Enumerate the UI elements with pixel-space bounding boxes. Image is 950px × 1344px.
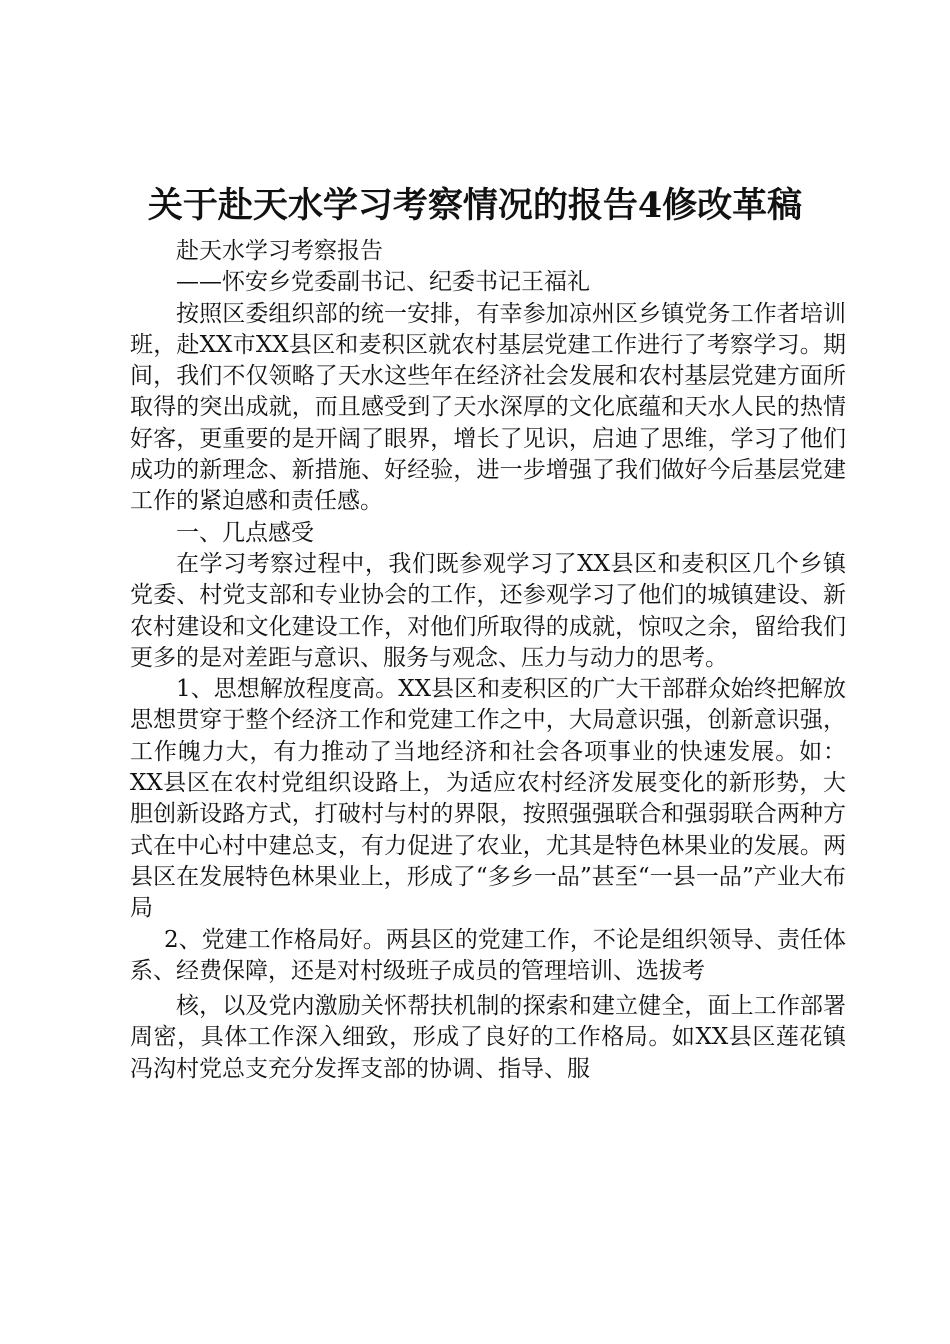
paragraph-point-2: 2、党建工作格局好。两县区的党建工作，不论是组织领导、责任体系、经费保障，还是对村级班子成员的管理培训、选拔考 — [130, 926, 846, 984]
section-heading: 一、几点感受 — [176, 519, 314, 546]
report-author: ——怀安乡党委副书记、纪委书记王福礼 — [176, 269, 590, 296]
document-body — [130, 236, 846, 1085]
document-title: 关于赴天水学习考察情况的报告4修改革稿 — [147, 185, 803, 226]
paragraph-continued: 核，以及党内激励关怀帮扶机制的探索和建立健全，面上工作部署周密，具体工作深入细致，形成了良好的工作格局。如XX县区莲花镇冯沟村党总支充分发挥支部的协调、指导、服 — [130, 993, 846, 1082]
paragraph-point-1: 1、思想解放程度高。XX县区和麦积区的广大干部群众始终把解放思想贯穿于整个经济工作和党建工作之中，大局意识强，创新意识强，工作魄力大，有力推动了当地经济和社会各项事业的快速发展。如：XX县区在农村党组织设路上，为适应农村经济发展变化的新形势，大胆创新设路方式，打破村与村的界限，按照强强联合和强弱联合两种方式在中心村中建总支，有力促进了农业，尤其是特色林果业的发展。两县区在发展特色林果业上，形成了“多乡一品”甚至“一县一品”产业大布局 — [130, 676, 846, 922]
report-subtitle: 赴天水学习考察报告 — [176, 238, 383, 264]
paragraph-intro: 按照区委组织部的统一安排，有幸参加凉州区乡镇党务工作者培训班，赴XX市XX县区和麦积区就农村基层党建工作进行了考察学习。期间，我们不仅领略了天水这些年在经济社会发展和农村基层党建方面所取得的突出成就，而且感受到了天水深厚的文化底蕴和天水人民的热情好客，更重要的是开阔了眼界，增长了见识，启迪了思维，学习了他们成功的新理念、新措施、好经验，进一步增强了我们做好今后基层党建工作的紧迫感和责任感。 — [130, 300, 846, 515]
paragraph-feelings: 在学习考察过程中，我们既参观学习了XX县区和麦积区几个乡镇党委、村党支部和专业协会的工作，还参观学习了他们的城镇建设、新农村建设和文化建设工作，对他们所取得的成就，惊叹之余，留给我们更多的是对差距与意识、服务与观念、压力与动力的思考。 — [130, 550, 846, 671]
